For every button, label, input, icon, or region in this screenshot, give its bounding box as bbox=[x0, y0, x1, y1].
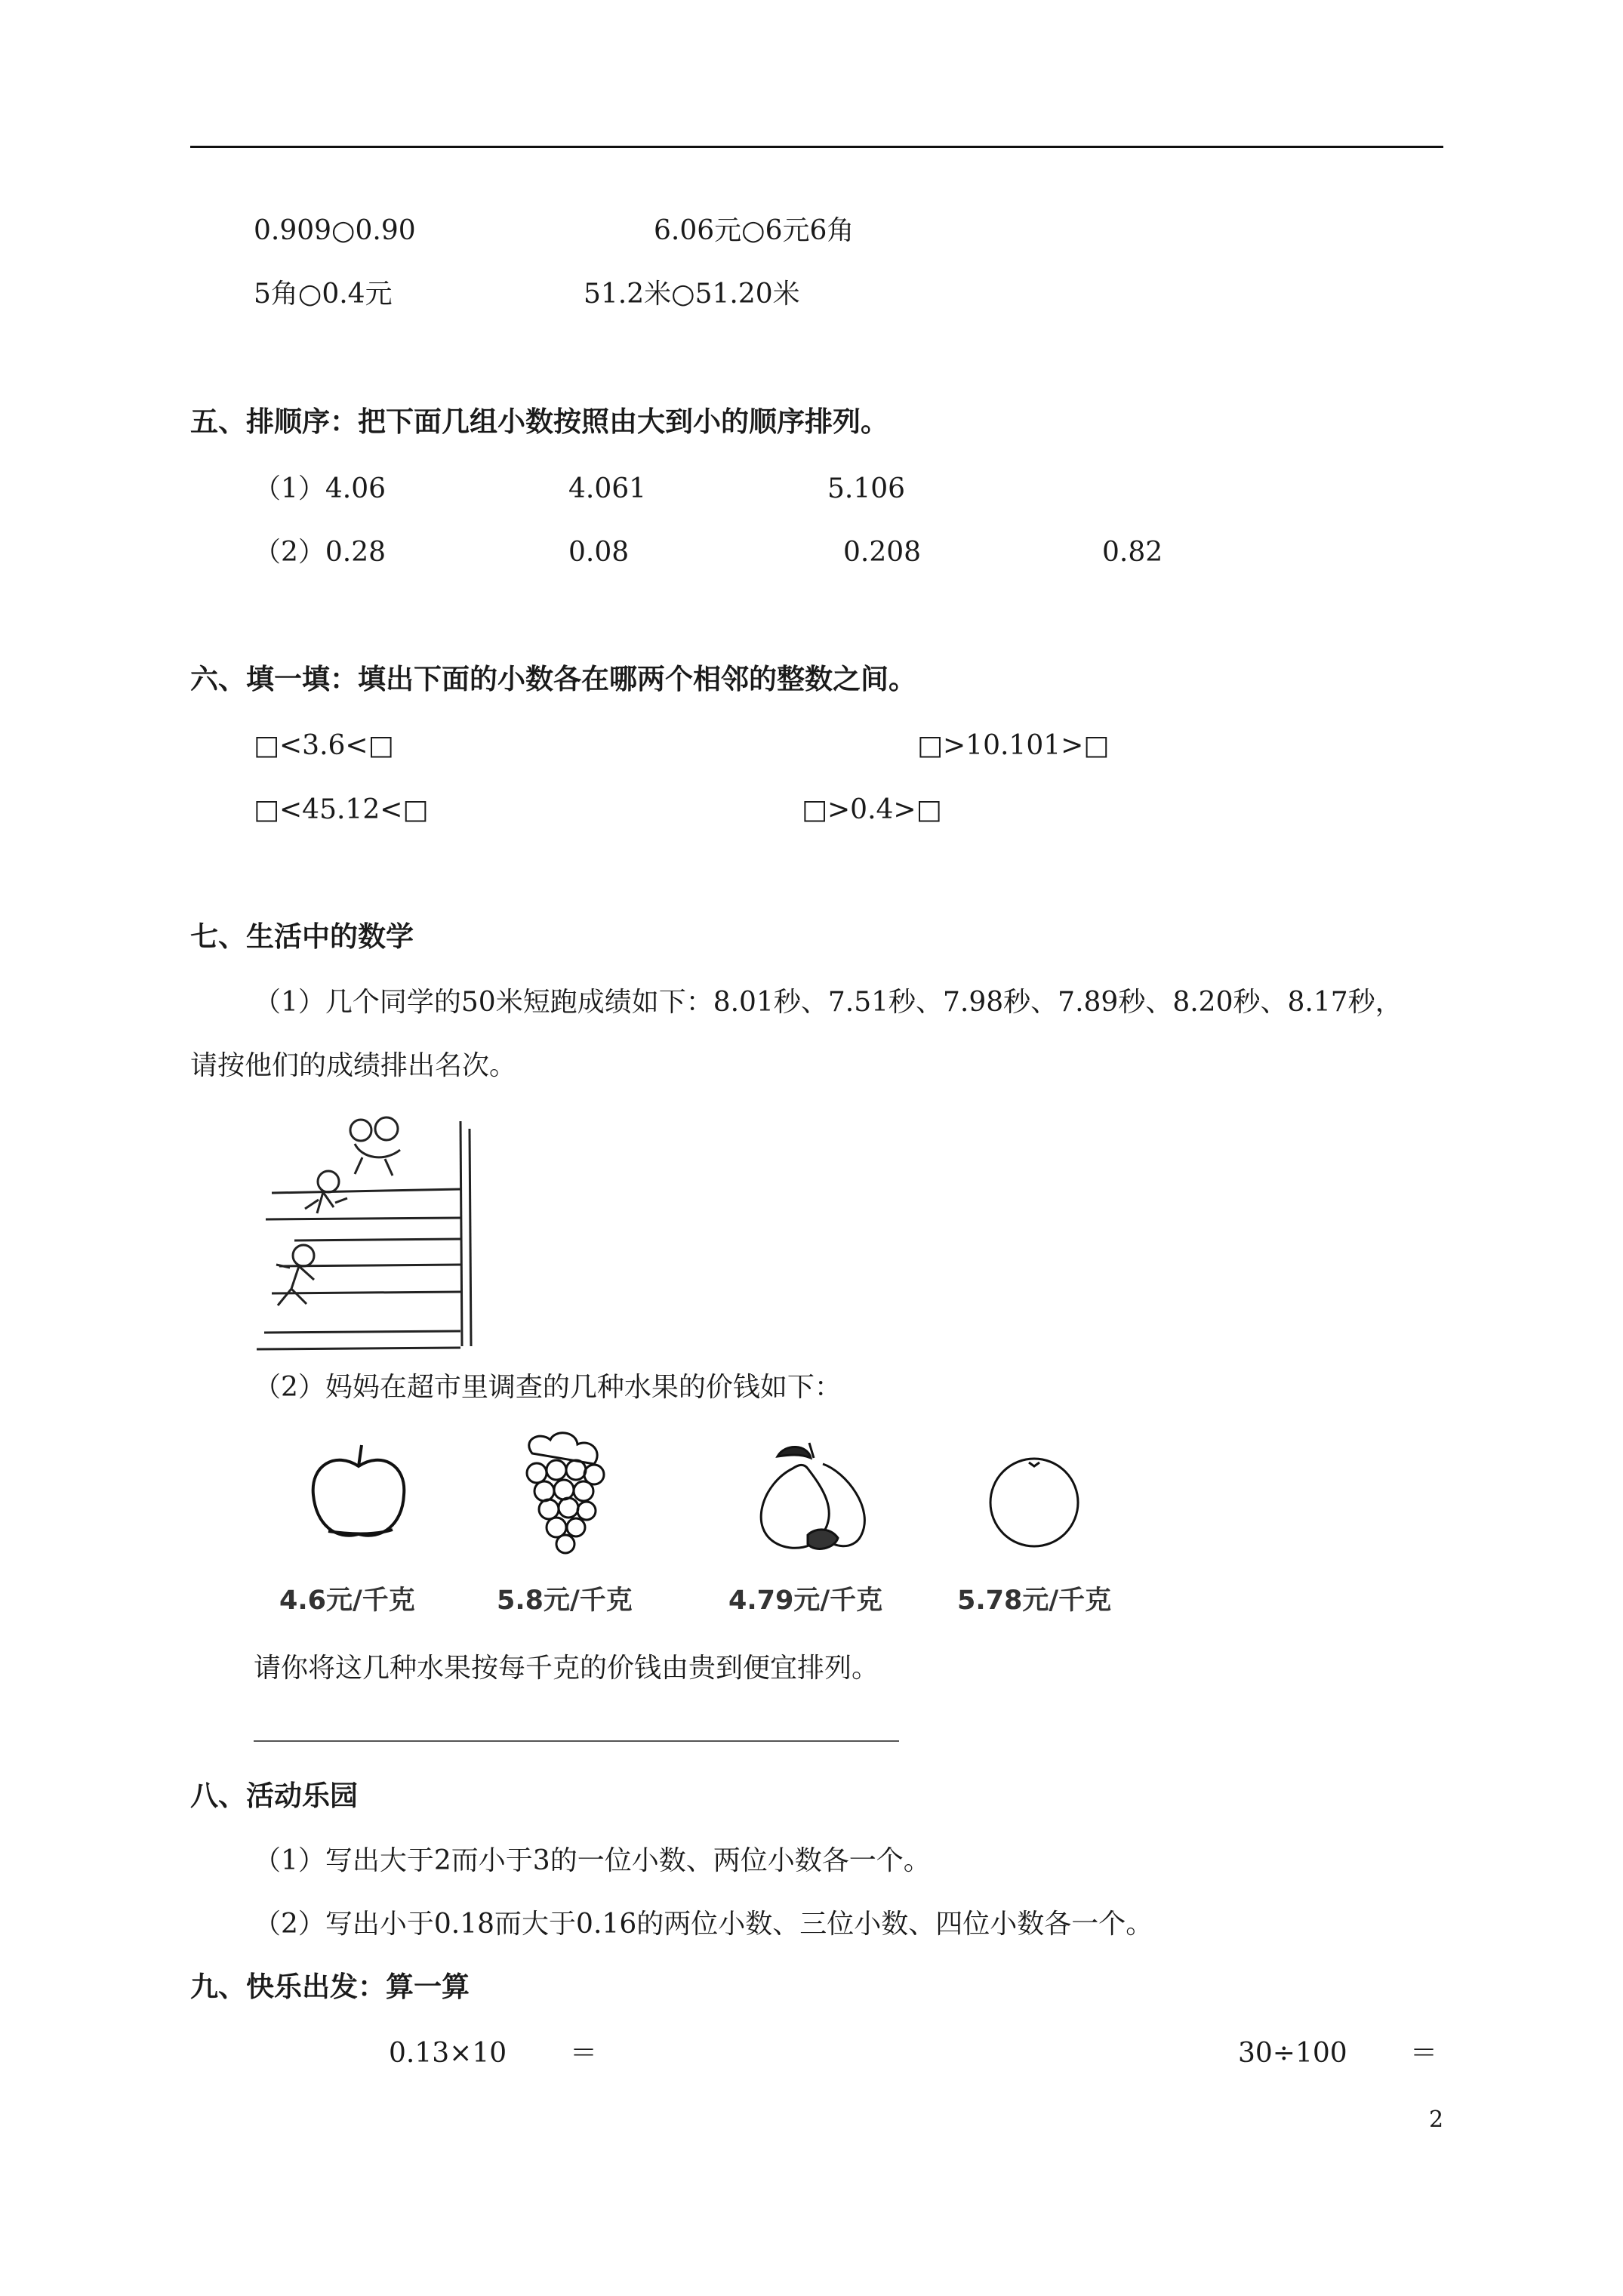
orange-icon bbox=[985, 1453, 1083, 1552]
calc-equals: ＝ bbox=[570, 2038, 598, 2069]
header-rule bbox=[190, 146, 1443, 148]
question-text: （1）写出大于2而小于3的一位小数、两位小数各一个。 bbox=[254, 1845, 931, 1876]
compare-item: 5角○0.4元 bbox=[254, 279, 393, 310]
compare-item: 6.06元○6元6角 bbox=[654, 215, 855, 246]
calc-expression: 30÷100 bbox=[1238, 2038, 1347, 2069]
compare-item: 51.2米○51.20米 bbox=[584, 279, 800, 310]
question-text: （2）妈妈在超市里调查的几种水果的价钱如下： bbox=[254, 1372, 842, 1403]
section-6-title: 六、填一填：填出下面的小数各在哪两个相邻的整数之间。 bbox=[190, 662, 916, 695]
calc-equals: ＝ bbox=[1410, 2038, 1438, 2069]
section-7-title: 七、生活中的数学 bbox=[190, 920, 414, 953]
fill-item: □>10.101>□ bbox=[917, 730, 1110, 761]
apple-icon bbox=[306, 1442, 411, 1544]
order-item: 4.061 bbox=[568, 473, 647, 504]
pears-icon bbox=[747, 1438, 879, 1559]
price-label: 5.8元/千克 bbox=[497, 1586, 633, 1616]
order-item: 5.106 bbox=[827, 473, 906, 504]
question-text: （2）写出小于0.18而大于0.16的两位小数、三位小数、四位小数各一个。 bbox=[254, 1909, 1153, 1940]
page-number: 2 bbox=[1429, 2106, 1444, 2133]
calc-expression: 0.13×10 bbox=[389, 2038, 507, 2069]
question-text: 请你将这几种水果按每千克的价钱由贵到便宜排列。 bbox=[254, 1653, 879, 1684]
section-9-title: 九、快乐出发：算一算 bbox=[190, 1970, 470, 2003]
grapes-icon bbox=[510, 1431, 615, 1555]
fill-item: □<3.6<□ bbox=[254, 730, 394, 761]
fill-item: □<45.12<□ bbox=[254, 794, 429, 825]
answer-line bbox=[254, 1740, 899, 1742]
compare-item: 0.909○0.90 bbox=[254, 215, 416, 246]
price-label: 5.78元/千克 bbox=[957, 1586, 1112, 1616]
question-text: （1）几个同学的50米短跑成绩如下：8.01秒、7.51秒、7.98秒、7.89秒、8.20秒、8.17秒， bbox=[254, 987, 1403, 1018]
price-label: 4.79元/千克 bbox=[728, 1586, 883, 1616]
question-text: 请按他们的成绩排出名次。 bbox=[190, 1050, 517, 1081]
section-5-title: 五、排顺序：把下面几组小数按照由大到小的顺序排列。 bbox=[190, 405, 888, 438]
price-label: 4.6元/千克 bbox=[279, 1586, 415, 1616]
fill-item: □>0.4>□ bbox=[802, 794, 942, 825]
runners-illustration bbox=[249, 1106, 476, 1348]
order-item: 0.208 bbox=[843, 537, 922, 568]
section-8-title: 八、活动乐园 bbox=[190, 1779, 358, 1812]
order-item: （2）0.28 bbox=[254, 537, 387, 568]
order-item: （1）4.06 bbox=[254, 473, 387, 504]
order-item: 0.08 bbox=[568, 537, 630, 568]
order-item: 0.82 bbox=[1102, 537, 1163, 568]
